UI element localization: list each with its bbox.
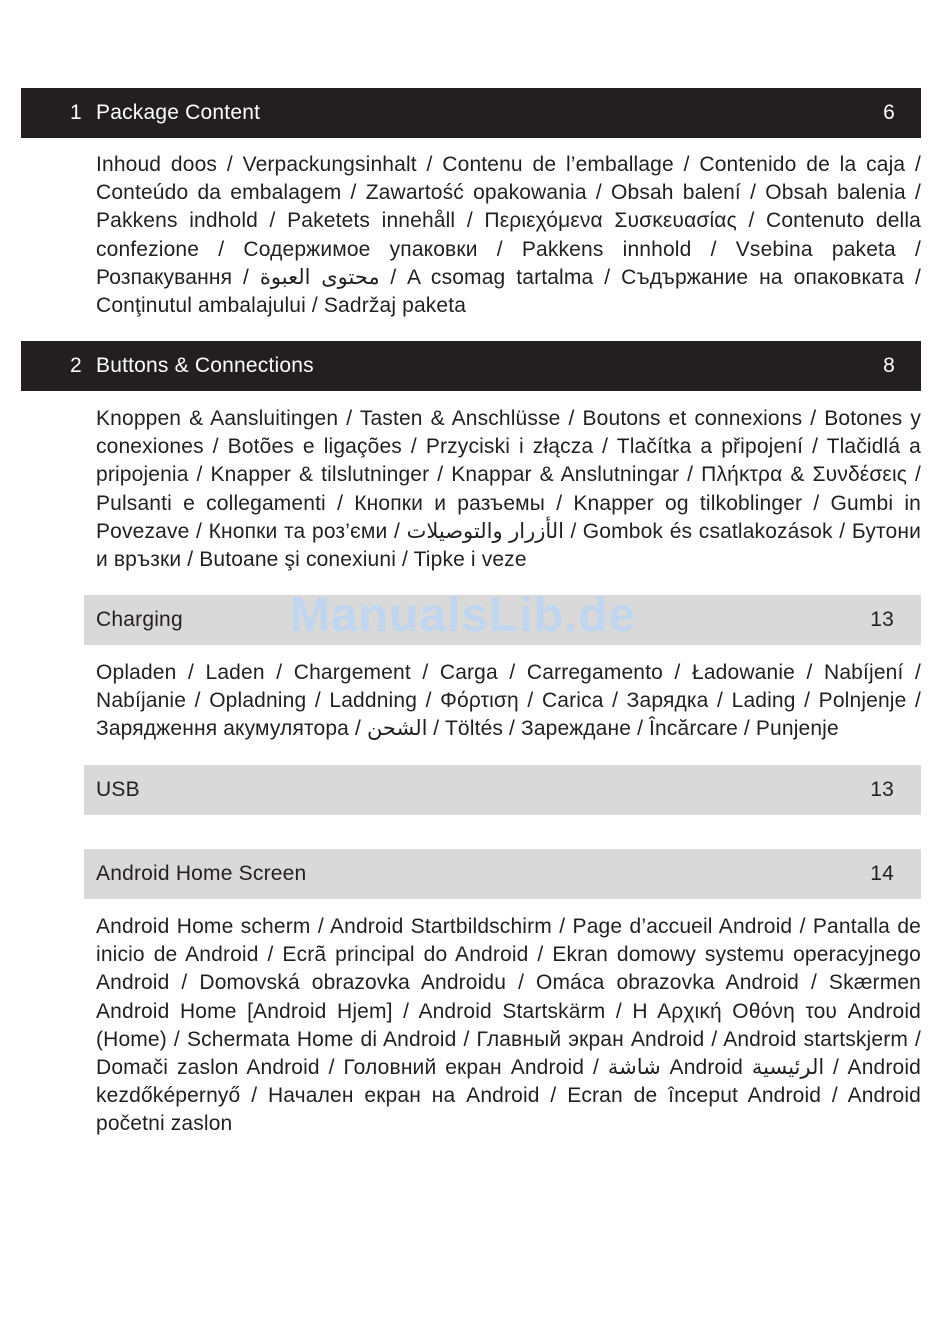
subsection-title: USB [96, 778, 140, 801]
watermark: ManualsLib.de [290, 589, 637, 642]
subsection-header-android-home-screen[interactable] [84, 849, 921, 899]
subsection-translations-charging: Opladen / Laden / Chargement / Carga / Carregamento / Ładowanie / Nabíjení / Nabíjanie / Opladning / Laddning / Φόρτιση / Carica / Зарядка / Lading / Polnjenje / Зарядження акумулятора / الشحن / Töltés / Зареждане / Încărcare / Punjenje [96, 661, 921, 741]
subsection-title: Android Home Screen [96, 862, 307, 885]
section-number: 1 [70, 101, 82, 124]
section-translations-buttons-connections: Knoppen & Aansluitingen / Tasten & Anschlüsse / Boutons et connexions / Botones y conexiones / Botões e ligações / Przyciski i złącza / Tlačítka a připojení / Tlačidlá a pripojenia / Knapper & tilslutninger / Knappar & Anslutningar / Πλήκτρα & Συνδέσεις / Pulsanti e collegamenti / Кнопки и разъемы / Knapper og tilkoblinger / Gumbi in Povezave / Кнопки та роз’єми / الأزرار والتوصيلات / Gombok és csatlakozások / Бутони и връзки / Butoane şi conexiuni / Tipke i veze [96, 407, 921, 572]
subsection-page-number: 13 [870, 608, 894, 631]
section-header-buttons-connections[interactable] [21, 341, 921, 391]
section-page-number: 6 [883, 101, 895, 124]
subsection-title: Charging [96, 608, 183, 631]
subsection-page-number: 13 [870, 778, 894, 801]
subsection-page-number: 14 [870, 862, 894, 885]
subsection-header-usb[interactable] [84, 765, 921, 815]
section-number: 2 [70, 354, 82, 377]
section-title: Package Content [96, 101, 261, 124]
section-title: Buttons & Connections [96, 354, 314, 377]
section-translations-package-content: Inhoud doos / Verpackungsinhalt / Contenu de l’emballage / Contenido de la caja / Conteúdo da embalagem / Zawartość opakowania / Obsah balení / Obsah balenia / Pakkens indhold / Paketets innehåll / Περιεχόμενα Συσκευασίας / Contenuto della confezione / Содержимое упаковки / Pakkens innhold / Vsebina paketa / Розпакування / محتوى العبوة / A csomag tartalma / Съдържание на опаковката / Conţinutul ambalajului / Sadržaj paketa [96, 153, 921, 318]
section-header-package-content[interactable] [21, 88, 921, 138]
section-page-number: 8 [883, 354, 895, 377]
subsection-translations-android-home-screen: Android Home scherm / Android Startbildschirm / Page d’accueil Android / Pantalla de inicio de Android / Ecrã principal do Android / Ekran domowy systemu operacyjnego Android / Domovská obrazovka Androidu / Omáca obrazovka Android / Skærmen Android Home [Android Hjem] / Android Startskärm / Η Αρχική Οθόνη του Android (Home) / Schermata Home di Android / Главный экран Android / Android startskjerm / Domači zaslon Android / Головний екран Android / شاشة Android الرئيسية / Android kezdőképernyő / Начален екран на Android / Ecran de început Android / Android početni zaslon [96, 915, 921, 1136]
